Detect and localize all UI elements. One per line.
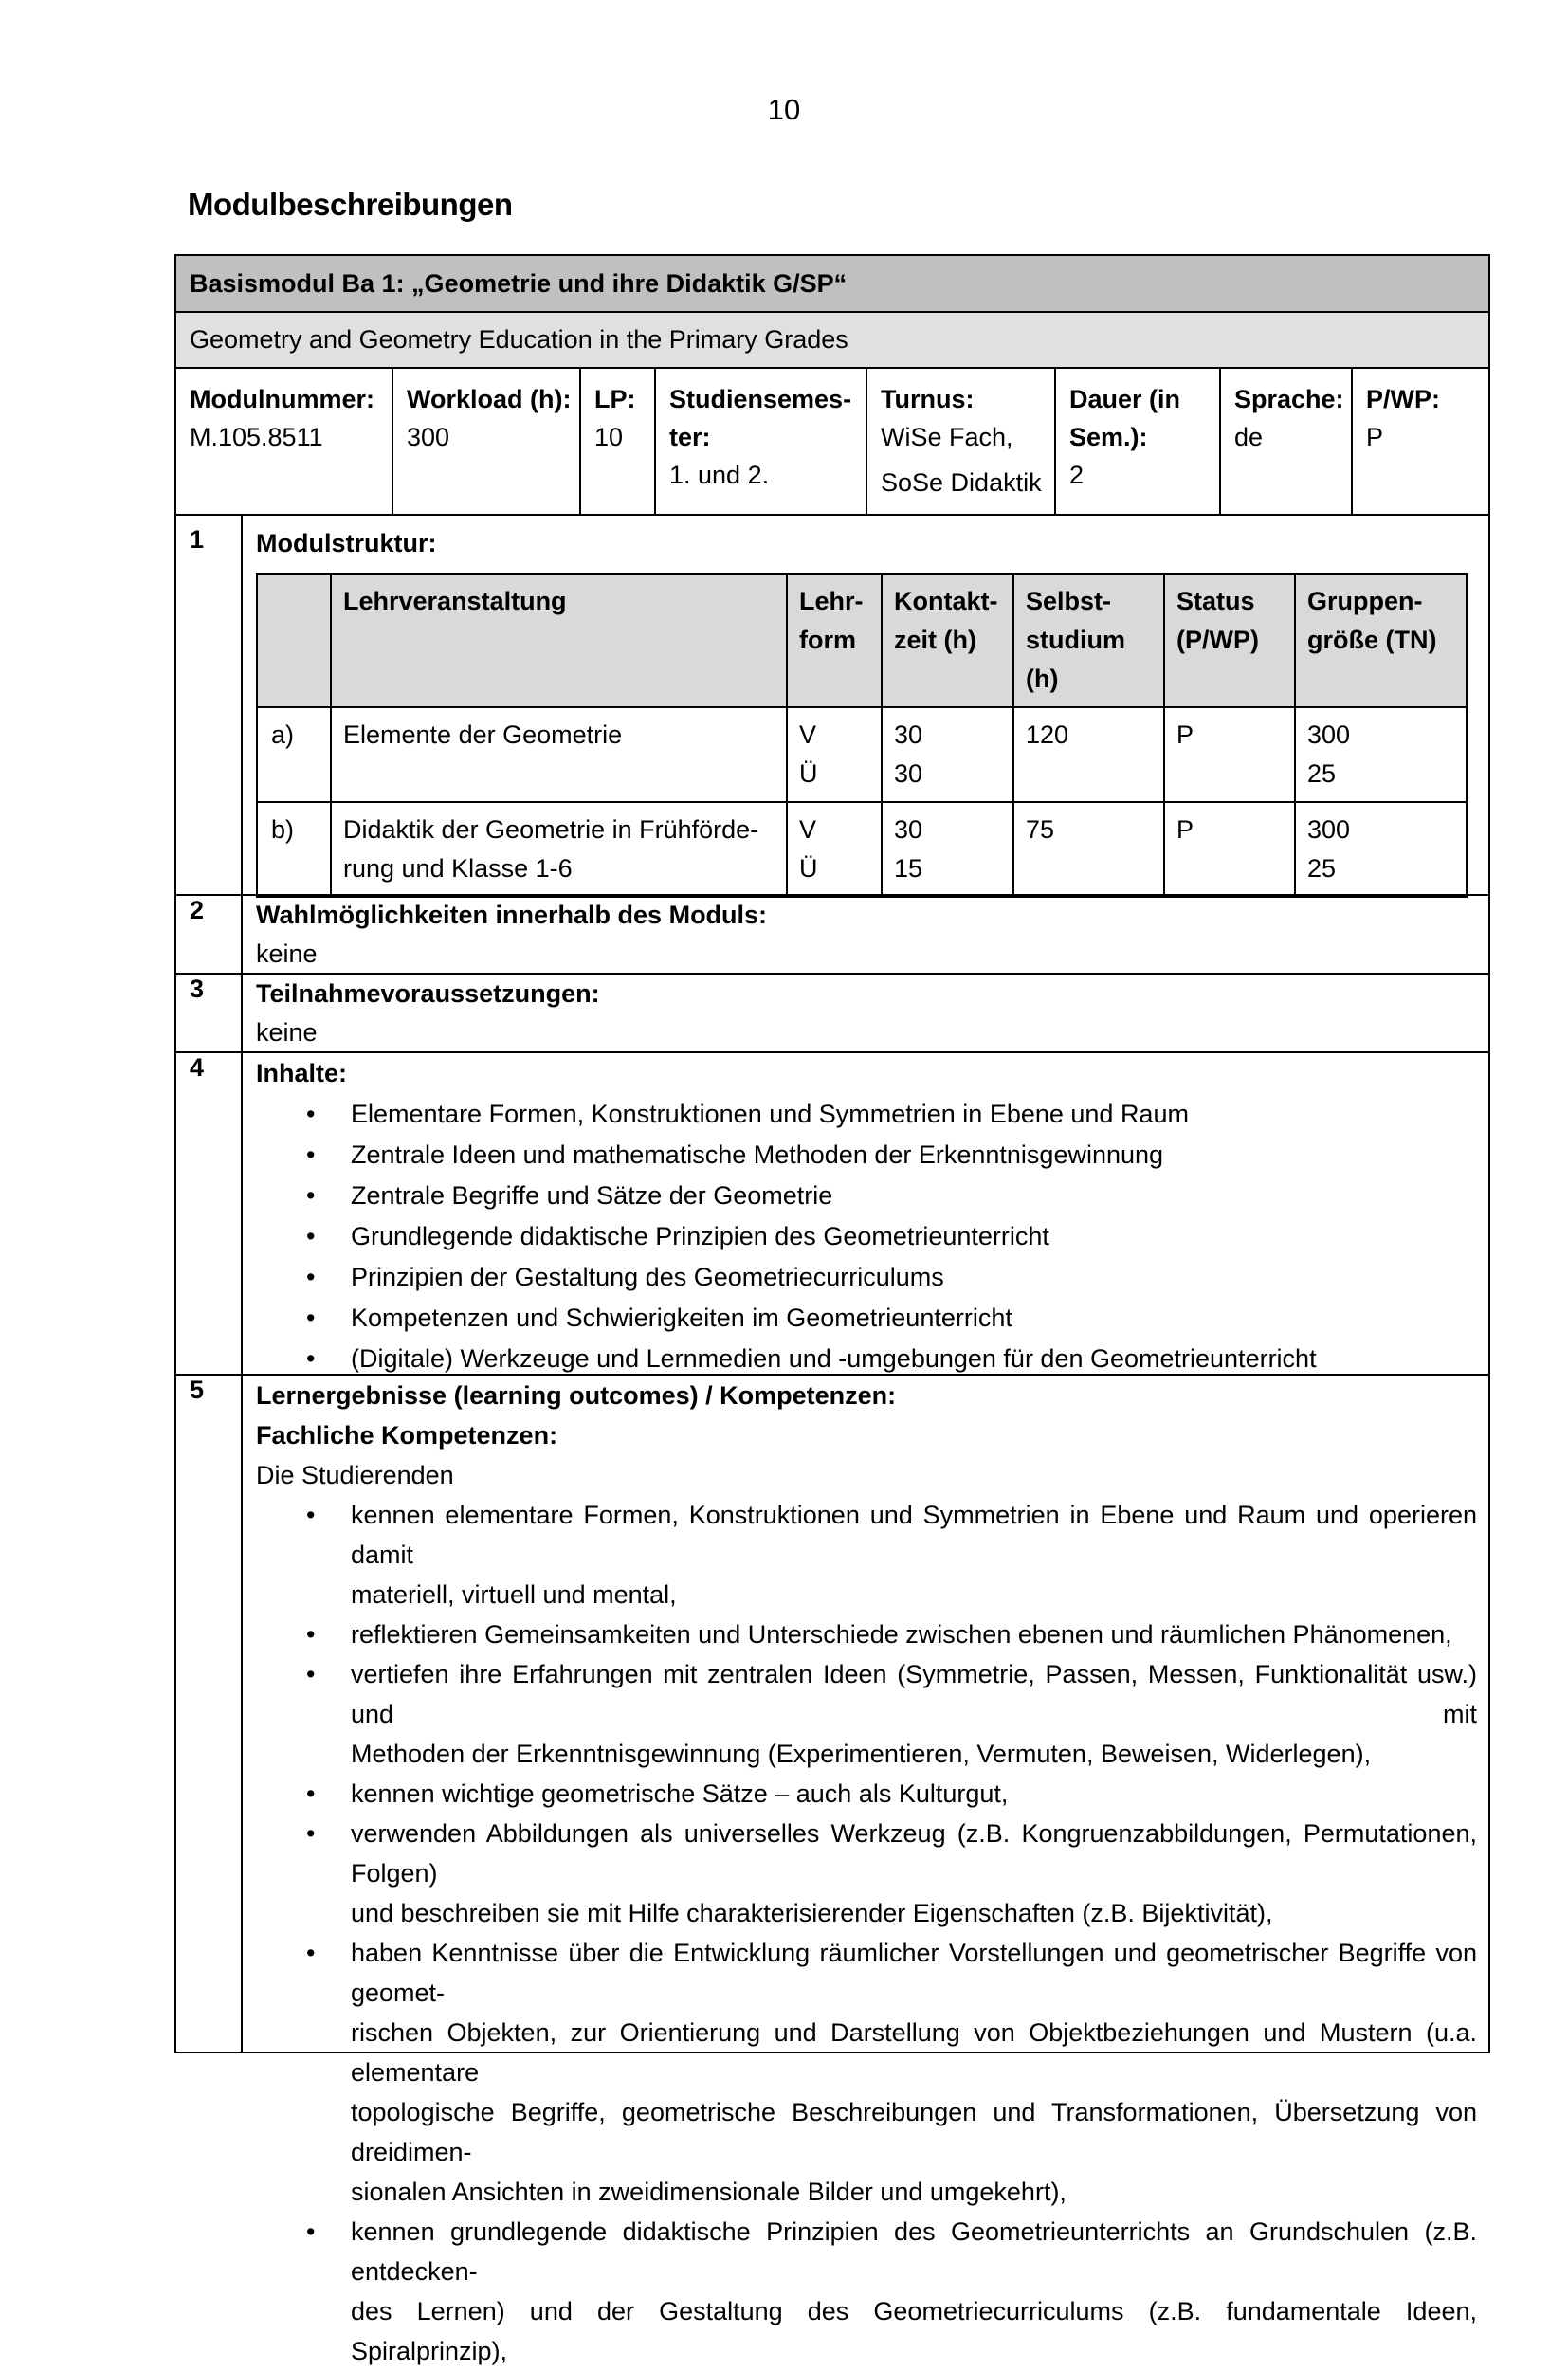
section-text: keine [256, 939, 318, 968]
list-item: • kennen elementare Formen, Konstruktionen und Symmetrien in Ebene und Raum und operieren damit materiell, virtuell und mental, [256, 1495, 1488, 1614]
header-cell: Lehr- form [787, 574, 882, 707]
bullet-icon: • [306, 1263, 316, 1291]
table-cell: 30 15 [882, 802, 1013, 897]
list-item: • kennen wichtige geometrische Sätze – auch als Kulturgut, [256, 1774, 1488, 1814]
course-table [256, 573, 1468, 898]
list-item: • Zentrale Ideen und mathematische Methoden der Erkenntnisgewinnung [256, 1135, 1488, 1176]
list-item: • Elementare Formen, Konstruktionen und Symmetrien in Ebene und Raum [256, 1094, 1488, 1135]
section-number: 2 [176, 896, 243, 973]
header-cell: Gruppen- größe (TN) [1295, 574, 1467, 707]
list-item: • Kompetenzen und Schwierigkeiten im Geometrieunterricht [256, 1298, 1488, 1339]
section-subheading: Fachliche Kompetenzen: [256, 1421, 558, 1450]
header-cell: Kontakt- zeit (h) [882, 574, 1013, 707]
section-3 [176, 975, 1488, 1053]
section-intro: Die Studierenden [256, 1461, 454, 1489]
section-heading: Inhalte: [256, 1059, 348, 1087]
table-cell: P [1164, 802, 1295, 897]
meta-sprache: Sprache: de [1221, 369, 1353, 514]
module-table [174, 254, 1490, 2365]
header-cell: Selbst- studium (h) [1013, 574, 1164, 707]
table-cell: 30 30 [882, 707, 1013, 802]
table-row [257, 802, 1467, 897]
meta-workload: Workload (h): 300 [393, 369, 581, 514]
section-heading: Modulstruktur: [256, 529, 437, 557]
table-cell: a) [257, 707, 331, 802]
bullet-icon: • [306, 2217, 316, 2246]
meta-turnus: Turnus: WiSe Fach, SoSe Didaktik [867, 369, 1056, 514]
bullet-icon: • [306, 1222, 316, 1250]
list-item: • reflektieren Gemeinsamkeiten und Unterschiede zwischen ebenen und räumlichen Phänomenen, [256, 1614, 1488, 1654]
outcome-list [256, 1495, 1488, 2371]
section-4 [176, 1053, 1488, 1376]
section-heading: Lernergebnisse (learning outcomes) / Kompetenzen: [256, 1381, 897, 1410]
bullet-icon: • [306, 1660, 316, 1688]
table-cell: P [1164, 707, 1295, 802]
bullet-icon: • [306, 1140, 316, 1169]
list-item: • vertiefen ihre Erfahrungen mit zentralen Ideen (Symmetrie, Passen, Messen, Funktionalität usw.) und mit Methoden der Erkenntnisgewinnung (Experimentieren, Vermuten, Beweisen, Widerlegen), [256, 1654, 1488, 1774]
section-number: 3 [176, 975, 243, 1051]
section-2 [176, 896, 1488, 975]
section-text: keine [256, 1018, 318, 1047]
section-1 [176, 516, 1488, 896]
header-cell: Status (P/WP) [1164, 574, 1295, 707]
meta-modulnummer: Modulnummer: M.105.8511 [176, 369, 393, 514]
meta-pwp: P/WP: P [1366, 385, 1440, 451]
list-item: • verwenden Abbildungen als universelles Werkzeug (z.B. Kongruenzabbildungen, Permutationen, Folgen) und beschreiben sie mit Hilfe charakterisierender Eigenschaften (z.B. Bijektivität), [256, 1814, 1488, 1933]
section-number: 5 [176, 1376, 243, 2052]
list-item: • Grundlegende didaktische Prinzipien des Geometrieunterricht [256, 1216, 1488, 1257]
bullet-icon: • [306, 1779, 316, 1808]
bullet-icon: • [306, 1100, 316, 1128]
header-cell [257, 574, 331, 707]
content-list [256, 1094, 1488, 1379]
bullet-icon: • [306, 1819, 316, 1848]
list-item: • haben Kenntnisse über die Entwicklung räumlicher Vorstellungen und geometrischer Begriffe von geomet- rischen Objekten, zur Orientierung und Darstellung von Objektbeziehungen und Mustern (u.a. elementare topologische Begriffe, geometrische Beschreibungen und Transformationen, Übersetzung von dreidimen- sionalen Ansichten in zweidimensionale Bilder und umgekehrt), [256, 1933, 1488, 2212]
table-cell: V Ü [787, 802, 882, 897]
section-number: 1 [176, 516, 243, 894]
meta-dauer: Dauer (in Sem.): 2 [1056, 369, 1221, 514]
module-title: Basismodul Ba 1: „Geometrie und ihre Didaktik G/SP“ [176, 256, 1488, 313]
section-number: 4 [176, 1053, 243, 1374]
header-cell: Lehrveranstaltung [331, 574, 787, 707]
table-cell: 300 25 [1295, 707, 1467, 802]
section-heading: Wahlmöglichkeiten innerhalb des Moduls: [256, 901, 768, 929]
list-item: • kennen grundlegende didaktische Prinzipien des Geometrieunterrichts an Grundschulen (z.B. entdecken- des Lernen) und der Gestaltung des Geometriecurriculums (z.B. fundamentale Ideen, Spiralprinzip), [256, 2212, 1488, 2371]
bullet-icon: • [306, 1181, 316, 1210]
page-number: 10 [767, 93, 801, 126]
course-table-header [257, 574, 1467, 707]
module-subtitle: Geometry and Geometry Education in the Primary Grades [176, 313, 1488, 369]
meta-lp: LP: 10 [581, 369, 656, 514]
table-cell: Elemente der Geometrie [331, 707, 787, 802]
section-title: Modulbeschreibungen [188, 187, 513, 222]
module-meta-row [176, 369, 1488, 516]
list-item: • Prinzipien der Gestaltung des Geometriecurriculums [256, 1257, 1488, 1298]
bullet-icon: • [306, 1344, 316, 1373]
table-cell: V Ü [787, 707, 882, 802]
list-item: • Zentrale Begriffe und Sätze der Geometrie [256, 1176, 1488, 1216]
bullet-icon: • [306, 1620, 316, 1649]
section-heading: Teilnahmevoraussetzungen: [256, 979, 600, 1008]
table-cell: Didaktik der Geometrie in Frühförde- rung und Klasse 1-6 [331, 802, 787, 897]
meta-studiensemester: Studiensemes- ter: 1. und 2. [656, 369, 867, 514]
section-5 [176, 1376, 1488, 2365]
table-cell: b) [257, 802, 331, 897]
table-cell: 120 [1013, 707, 1164, 802]
bullet-icon: • [306, 1939, 316, 1967]
table-cell: 300 25 [1295, 802, 1467, 897]
table-row [257, 707, 1467, 802]
bullet-icon: • [306, 1304, 316, 1332]
bullet-icon: • [306, 1501, 316, 1529]
list-item: • (Digitale) Werkzeuge und Lernmedien und -umgebungen für den Geometrieunterricht [256, 1339, 1488, 1379]
table-cell: 75 [1013, 802, 1164, 897]
